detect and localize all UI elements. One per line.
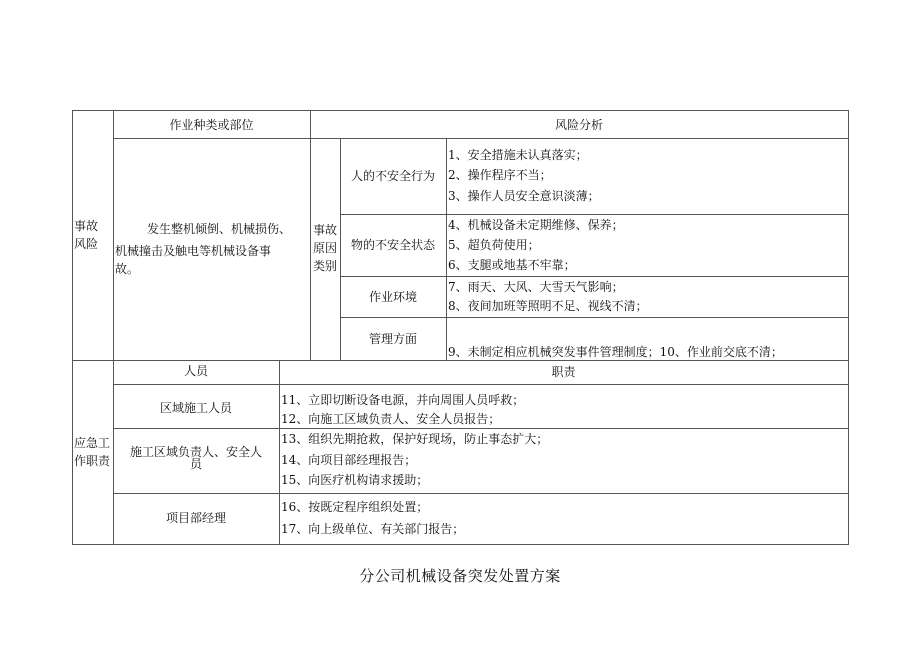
duty-item: 13、组织先期抢救，保护好现场，防止事态扩大； bbox=[281, 432, 549, 446]
risk-item: 8、夜间加班等照明不足、视线不清； bbox=[448, 299, 648, 313]
category-name: 作业环境 bbox=[368, 290, 417, 304]
role-name: 区域施工人员 bbox=[159, 401, 232, 415]
header-duty: 职责 bbox=[551, 365, 576, 379]
risk-item: 3、操作人员安全意识淡薄； bbox=[448, 189, 600, 203]
role-name: 项目部经理 bbox=[165, 511, 226, 525]
duty-item: 15、向医疗机构请求援助； bbox=[281, 473, 429, 487]
header-analysis: 风险分析 bbox=[554, 118, 603, 132]
risk-item: 7、雨天、大风、大雪天气影响； bbox=[448, 280, 624, 294]
document-title: 分公司机械设备突发处置方案 bbox=[359, 567, 561, 585]
risk-item: 5、超负荷使用； bbox=[448, 238, 540, 252]
duty-item: 16、按既定程序组织处置； bbox=[281, 500, 429, 514]
category-name: 管理方面 bbox=[368, 332, 417, 346]
role-name: 施工区域负责人、安全人 bbox=[129, 445, 262, 459]
response-label-line1: 应急工 bbox=[74, 436, 111, 450]
cause-label-line2: 原因 bbox=[312, 241, 337, 255]
cause-label-line3: 类别 bbox=[312, 259, 337, 273]
operation-line2: 机械撞击及触电等机械设备事 bbox=[115, 244, 272, 258]
duty-item: 17、向上级单位、有关部门报告； bbox=[281, 522, 465, 536]
risk-item: 9、未制定相应机械突发事件管理制度；10、作业前交底不清； bbox=[448, 345, 783, 359]
role-name-cont: 员 bbox=[189, 457, 202, 471]
response-label-line2: 作职责 bbox=[74, 454, 111, 468]
risk-item: 1、安全措施未认真落实； bbox=[448, 148, 588, 162]
duty-item: 11、立即切断设备电源，并向周围人员呼救； bbox=[281, 393, 525, 407]
risk-label-line2: 风险 bbox=[74, 237, 99, 251]
risk-item: 6、支腿或地基不牢靠； bbox=[448, 258, 576, 272]
category-name: 人的不安全行为 bbox=[350, 169, 435, 183]
duty-item: 12、向施工区域负责人、安全人员报告； bbox=[281, 412, 501, 426]
operation-line3: 故。 bbox=[115, 262, 140, 276]
header-operation: 作业种类或部位 bbox=[169, 118, 254, 132]
category-name: 物的不安全状态 bbox=[350, 238, 435, 252]
cause-label-line1: 事故 bbox=[312, 223, 337, 237]
risk-item: 4、机械设备未定期维修、保养； bbox=[448, 218, 624, 232]
operation-line1: 发生整机倾倒、机械损伤、 bbox=[147, 222, 292, 236]
risk-label-line1: 事故 bbox=[74, 219, 99, 233]
duty-item: 14、向项目部经理报告； bbox=[281, 453, 417, 467]
header-personnel: 人员 bbox=[183, 364, 208, 378]
risk-item: 2、操作程序不当； bbox=[448, 168, 552, 182]
